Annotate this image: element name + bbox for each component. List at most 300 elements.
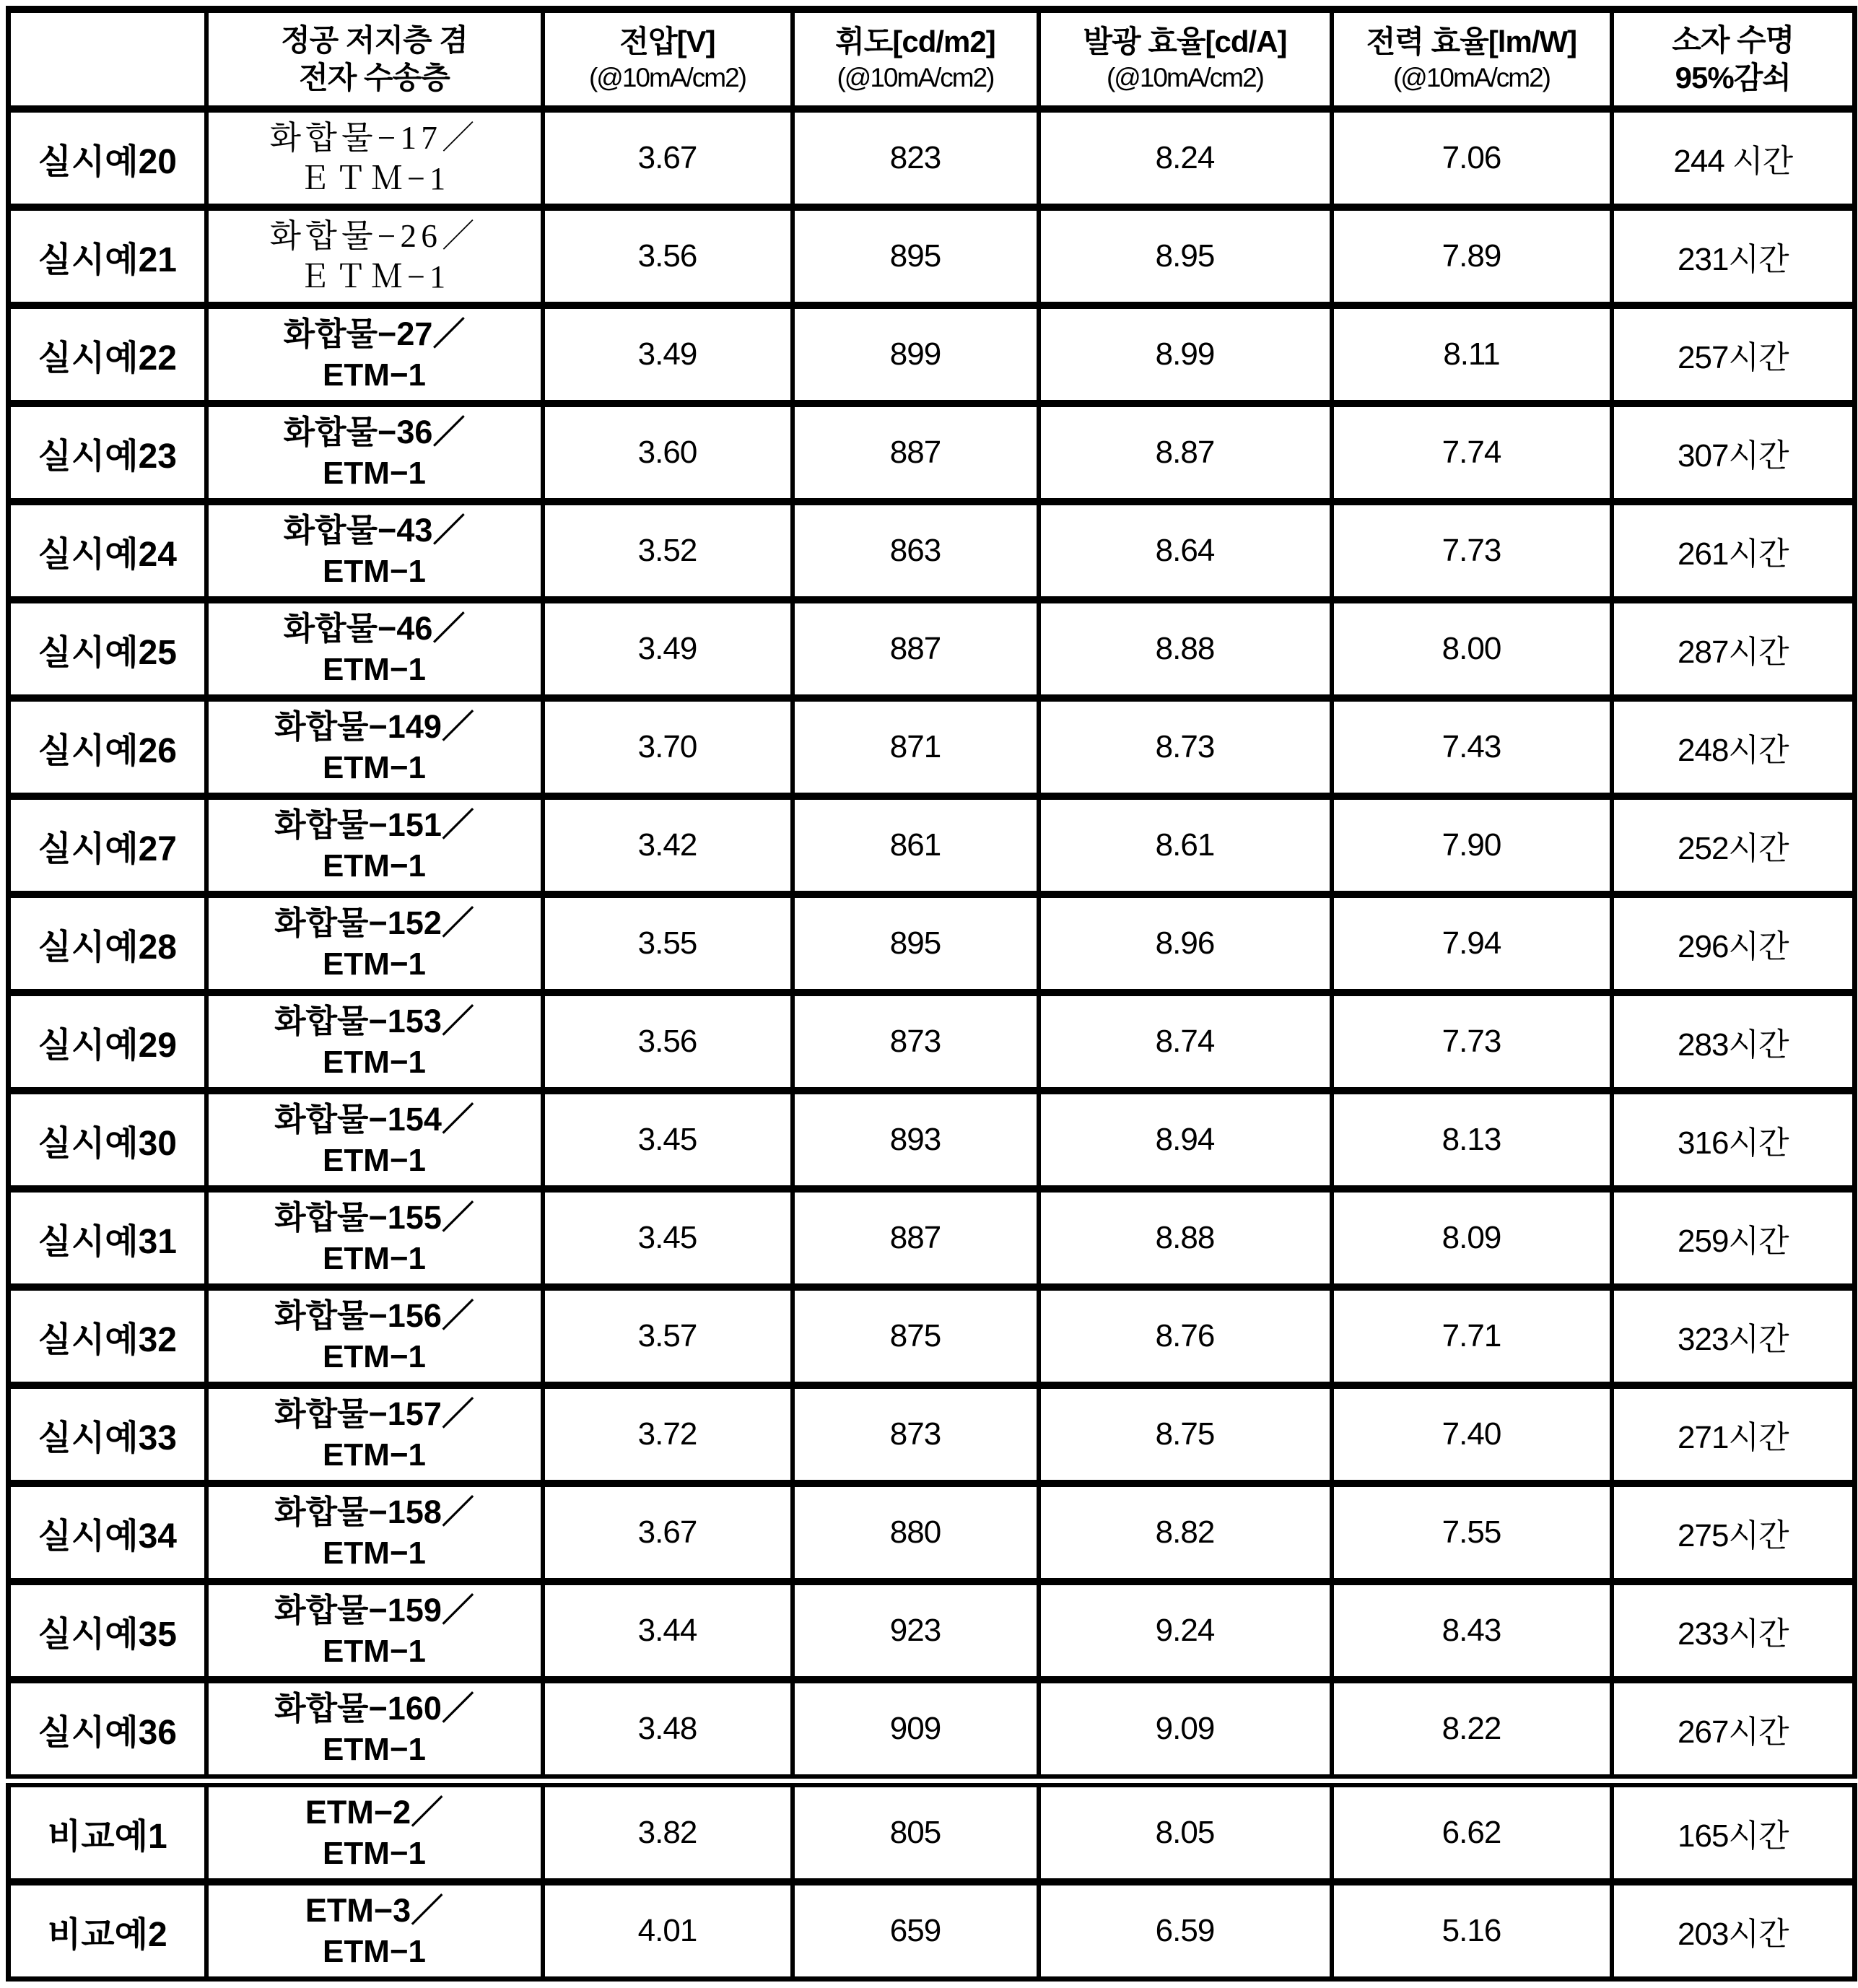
luminous-efficiency-value: 8.88 xyxy=(1155,1220,1215,1255)
power-efficiency-cell xyxy=(1332,1582,1612,1680)
luminance-value: 875 xyxy=(889,1318,941,1353)
row-label: 실시예23 xyxy=(38,437,177,476)
compound-cell xyxy=(206,1781,543,1882)
lifetime-cell xyxy=(1612,1781,1855,1882)
compound-line1: ETM−3／ xyxy=(305,1892,444,1930)
luminous-efficiency-value: 9.24 xyxy=(1155,1613,1215,1648)
lifetime-value: 233시간 xyxy=(1678,1616,1789,1652)
voltage-cell xyxy=(543,698,793,796)
lifetime-value: 259시간 xyxy=(1678,1224,1789,1259)
power-efficiency-cell xyxy=(1332,1882,1612,1979)
compound-line1: 화합물−159／ xyxy=(274,1592,474,1629)
header-voltage-title: 전압[V] xyxy=(619,24,715,58)
row-label-cell xyxy=(9,1189,206,1287)
luminance-value: 895 xyxy=(889,238,941,274)
luminous-efficiency-value: 8.61 xyxy=(1155,827,1215,863)
luminous-efficiency-value: 6.59 xyxy=(1155,1913,1215,1948)
header-hbl-etl-line2: 전자 수송층 xyxy=(299,61,450,95)
power-efficiency-cell xyxy=(1332,600,1612,698)
power-efficiency-cell xyxy=(1332,894,1612,993)
luminance-value: 659 xyxy=(889,1913,941,1948)
voltage-cell xyxy=(543,109,793,207)
voltage-value: 3.45 xyxy=(637,1220,697,1255)
luminance-cell xyxy=(793,698,1039,796)
power-efficiency-cell xyxy=(1332,1781,1612,1882)
compound-line1: 화합물−149／ xyxy=(274,708,474,746)
power-efficiency-cell xyxy=(1332,1385,1612,1483)
compound-line2: ＥＴＭ−1 xyxy=(298,160,450,196)
luminance-value: 899 xyxy=(889,336,941,372)
header-hbl-etl-line1: 정공 저지층 겸 xyxy=(281,22,468,57)
power-efficiency-value: 8.43 xyxy=(1442,1613,1501,1648)
voltage-cell xyxy=(543,1781,793,1882)
power-efficiency-value: 7.40 xyxy=(1442,1416,1501,1452)
compound-cell xyxy=(206,1091,543,1189)
voltage-value: 3.60 xyxy=(637,435,697,470)
luminous-efficiency-value: 8.73 xyxy=(1155,729,1215,764)
power-efficiency-value: 7.43 xyxy=(1442,729,1501,764)
lifetime-value: 261시간 xyxy=(1678,536,1789,572)
compound-line2: ETM−1 xyxy=(322,1142,427,1178)
compound-cell xyxy=(206,109,543,207)
voltage-value: 3.67 xyxy=(637,140,697,175)
compound-cell xyxy=(206,404,543,502)
power-efficiency-value: 7.73 xyxy=(1442,533,1501,568)
voltage-value: 3.57 xyxy=(637,1318,697,1353)
row-label: 실시예24 xyxy=(38,535,177,574)
header-luminance-cell xyxy=(793,9,1039,109)
row-label: 실시예22 xyxy=(38,339,177,378)
power-efficiency-cell xyxy=(1332,207,1612,305)
power-efficiency-cell xyxy=(1332,404,1612,502)
voltage-value: 3.56 xyxy=(637,1024,697,1059)
voltage-value: 3.52 xyxy=(637,533,697,568)
row-label: 비교예2 xyxy=(47,1915,167,1954)
power-efficiency-cell xyxy=(1332,1680,1612,1781)
power-efficiency-value: 7.55 xyxy=(1442,1514,1501,1550)
voltage-cell xyxy=(543,1385,793,1483)
header-luminous-efficiency-condition: (@10mA/cm2) xyxy=(1106,63,1264,93)
lifetime-value: 271시간 xyxy=(1678,1420,1789,1455)
row-label-cell xyxy=(9,404,206,502)
compound-line1: 화합물−27／ xyxy=(283,315,466,353)
table-row xyxy=(9,1582,1855,1680)
table-body xyxy=(9,109,1855,1979)
power-efficiency-cell xyxy=(1332,305,1612,404)
lifetime-cell xyxy=(1612,305,1855,404)
luminance-value: 871 xyxy=(889,729,941,764)
lifetime-cell xyxy=(1612,1882,1855,1979)
luminous-efficiency-cell xyxy=(1039,404,1332,502)
luminous-efficiency-cell xyxy=(1039,796,1332,894)
luminance-cell xyxy=(793,993,1039,1091)
power-efficiency-cell xyxy=(1332,1091,1612,1189)
compound-line2: ETM−1 xyxy=(322,1338,427,1374)
luminance-value: 895 xyxy=(889,925,941,961)
compound-cell xyxy=(206,1483,543,1582)
luminous-efficiency-cell xyxy=(1039,600,1332,698)
table-row xyxy=(9,1287,1855,1385)
power-efficiency-cell xyxy=(1332,1287,1612,1385)
power-efficiency-cell xyxy=(1332,109,1612,207)
lifetime-cell xyxy=(1612,207,1855,305)
luminance-cell xyxy=(793,1680,1039,1781)
voltage-value: 3.72 xyxy=(637,1416,697,1452)
compound-line1: 화합물−152／ xyxy=(274,904,474,942)
voltage-cell xyxy=(543,1582,793,1680)
compound-line2: ETM−1 xyxy=(322,357,427,393)
luminance-cell xyxy=(793,1483,1039,1582)
compound-cell xyxy=(206,1189,543,1287)
voltage-cell xyxy=(543,894,793,993)
header-lifetime-condition: 95%감쇠 xyxy=(1675,61,1791,95)
power-efficiency-value: 7.94 xyxy=(1442,925,1501,961)
compound-cell xyxy=(206,207,543,305)
table-row xyxy=(9,404,1855,502)
table-row xyxy=(9,1781,1855,1882)
luminance-cell xyxy=(793,894,1039,993)
lifetime-value: 275시간 xyxy=(1678,1518,1789,1553)
table-row xyxy=(9,305,1855,404)
luminance-value: 893 xyxy=(889,1122,941,1157)
lifetime-value: 316시간 xyxy=(1678,1125,1789,1161)
power-efficiency-value: 7.90 xyxy=(1442,827,1501,863)
compound-line1: 화합물−151／ xyxy=(274,806,474,844)
lifetime-value: 165시간 xyxy=(1678,1818,1789,1854)
luminous-efficiency-cell xyxy=(1039,993,1332,1091)
table-row xyxy=(9,600,1855,698)
voltage-value: 3.56 xyxy=(637,238,697,274)
compound-line2: ETM−1 xyxy=(322,847,427,884)
luminous-efficiency-cell xyxy=(1039,305,1332,404)
power-efficiency-cell xyxy=(1332,796,1612,894)
voltage-cell xyxy=(543,796,793,894)
luminous-efficiency-value: 8.75 xyxy=(1155,1416,1215,1452)
compound-line1: 화합물−157／ xyxy=(274,1395,474,1433)
compound-line2: ETM−1 xyxy=(322,1044,427,1080)
luminous-efficiency-value: 8.64 xyxy=(1155,533,1215,568)
luminous-efficiency-cell xyxy=(1039,1483,1332,1582)
voltage-value: 3.70 xyxy=(637,729,697,764)
luminous-efficiency-value: 8.99 xyxy=(1155,336,1215,372)
lifetime-cell xyxy=(1612,1483,1855,1582)
power-efficiency-value: 7.71 xyxy=(1442,1318,1501,1353)
lifetime-cell xyxy=(1612,1385,1855,1483)
luminous-efficiency-value: 8.95 xyxy=(1155,238,1215,274)
luminance-value: 861 xyxy=(889,827,941,863)
luminance-cell xyxy=(793,207,1039,305)
luminance-value: 887 xyxy=(889,435,941,470)
compound-line2: ETM−1 xyxy=(322,651,427,687)
power-efficiency-value: 7.06 xyxy=(1442,140,1501,175)
compound-line2: ETM−1 xyxy=(322,455,427,491)
row-label: 실시예35 xyxy=(38,1615,177,1654)
lifetime-cell xyxy=(1612,1189,1855,1287)
compound-line2: ETM−1 xyxy=(322,1633,427,1669)
power-efficiency-cell xyxy=(1332,1483,1612,1582)
row-label: 실시예30 xyxy=(38,1124,177,1163)
luminous-efficiency-value: 8.74 xyxy=(1155,1024,1215,1059)
voltage-value: 3.82 xyxy=(637,1815,697,1850)
header-voltage-condition: (@10mA/cm2) xyxy=(588,63,746,93)
compound-cell xyxy=(206,1882,543,1979)
compound-line1: ETM−2／ xyxy=(305,1794,444,1831)
luminance-value: 909 xyxy=(889,1711,941,1746)
power-efficiency-value: 8.09 xyxy=(1442,1220,1501,1255)
voltage-value: 3.44 xyxy=(637,1613,697,1648)
power-efficiency-value: 7.74 xyxy=(1442,435,1501,470)
compound-line2: ＥＴＭ−1 xyxy=(298,258,450,295)
lifetime-value: 244 시간 xyxy=(1673,144,1793,179)
luminance-cell xyxy=(793,1781,1039,1882)
voltage-cell xyxy=(543,600,793,698)
compound-line1: 화합물−153／ xyxy=(274,1003,474,1040)
luminance-cell xyxy=(793,404,1039,502)
lifetime-value: 203시간 xyxy=(1678,1917,1789,1952)
compound-line1: 화합물−156／ xyxy=(274,1297,474,1335)
lifetime-cell xyxy=(1612,993,1855,1091)
table-row xyxy=(9,1483,1855,1582)
luminance-cell xyxy=(793,1091,1039,1189)
compound-line1: 화합물−17／ xyxy=(269,120,479,157)
compound-line2: ETM−1 xyxy=(322,749,427,785)
voltage-cell xyxy=(543,404,793,502)
compound-line2: ETM−1 xyxy=(322,1436,427,1473)
compound-line2: ETM−1 xyxy=(322,946,427,982)
power-efficiency-cell xyxy=(1332,502,1612,600)
lifetime-value: 267시간 xyxy=(1678,1714,1789,1750)
luminance-cell xyxy=(793,600,1039,698)
compound-line1: 화합물−154／ xyxy=(274,1101,474,1138)
luminous-efficiency-cell xyxy=(1039,207,1332,305)
table-row xyxy=(9,698,1855,796)
luminous-efficiency-value: 8.87 xyxy=(1155,435,1215,470)
table-row xyxy=(9,1882,1855,1979)
luminance-cell xyxy=(793,1582,1039,1680)
voltage-value: 3.67 xyxy=(637,1514,697,1550)
luminous-efficiency-value: 8.82 xyxy=(1155,1514,1215,1550)
lifetime-value: 231시간 xyxy=(1678,242,1789,277)
header-power-efficiency-title: 전력 효율[lm/W] xyxy=(1366,24,1577,58)
row-label: 실시예36 xyxy=(38,1713,177,1752)
luminous-efficiency-cell xyxy=(1039,502,1332,600)
power-efficiency-value: 8.22 xyxy=(1442,1711,1501,1746)
voltage-cell xyxy=(543,1287,793,1385)
luminous-efficiency-cell xyxy=(1039,1582,1332,1680)
row-label-cell xyxy=(9,1385,206,1483)
luminance-value: 863 xyxy=(889,533,941,568)
table-row xyxy=(9,796,1855,894)
table-row xyxy=(9,1680,1855,1781)
luminous-efficiency-cell xyxy=(1039,1781,1332,1882)
compound-line2: ETM−1 xyxy=(322,1933,427,1969)
luminance-value: 923 xyxy=(889,1613,941,1648)
header-power-efficiency-cell xyxy=(1332,9,1612,109)
lifetime-cell xyxy=(1612,1680,1855,1781)
luminous-efficiency-cell xyxy=(1039,1680,1332,1781)
luminous-efficiency-value: 8.88 xyxy=(1155,631,1215,666)
power-efficiency-value: 8.00 xyxy=(1442,631,1501,666)
power-efficiency-cell xyxy=(1332,698,1612,796)
compound-line1: 화합물−26／ xyxy=(269,218,479,255)
voltage-cell xyxy=(543,1189,793,1287)
voltage-cell xyxy=(543,305,793,404)
compound-line1: 화합물−43／ xyxy=(283,512,466,549)
row-label-cell xyxy=(9,1091,206,1189)
row-label: 실시예28 xyxy=(38,928,177,967)
luminous-efficiency-cell xyxy=(1039,894,1332,993)
power-efficiency-value: 7.73 xyxy=(1442,1024,1501,1059)
lifetime-value: 248시간 xyxy=(1678,733,1789,768)
luminous-efficiency-cell xyxy=(1039,698,1332,796)
table-row xyxy=(9,894,1855,993)
voltage-value: 3.55 xyxy=(637,925,697,961)
lifetime-value: 307시간 xyxy=(1678,438,1789,474)
device-performance-table xyxy=(6,6,1857,1982)
row-label-cell xyxy=(9,1582,206,1680)
luminance-cell xyxy=(793,1385,1039,1483)
compound-line1: 화합물−36／ xyxy=(283,414,466,451)
voltage-cell xyxy=(543,1091,793,1189)
voltage-value: 3.49 xyxy=(637,336,697,372)
row-label: 비교예1 xyxy=(47,1817,167,1856)
luminous-efficiency-value: 8.24 xyxy=(1155,140,1215,175)
compound-cell xyxy=(206,1582,543,1680)
row-label: 실시예27 xyxy=(38,829,177,868)
luminous-efficiency-value: 9.09 xyxy=(1155,1711,1215,1746)
compound-line2: ETM−1 xyxy=(322,1535,427,1571)
luminance-cell xyxy=(793,1882,1039,1979)
header-empty-cell xyxy=(9,9,206,109)
header-luminous-efficiency-title: 발광 효율[cd/A] xyxy=(1083,24,1287,58)
compound-line1: 화합물−160／ xyxy=(274,1690,474,1727)
luminous-efficiency-cell xyxy=(1039,1882,1332,1979)
compound-line1: 화합물−158／ xyxy=(274,1494,474,1531)
luminance-value: 873 xyxy=(889,1416,941,1452)
compound-cell xyxy=(206,1287,543,1385)
lifetime-cell xyxy=(1612,502,1855,600)
voltage-cell xyxy=(543,1483,793,1582)
header-luminance-condition: (@10mA/cm2) xyxy=(837,63,994,93)
row-label-cell xyxy=(9,796,206,894)
lifetime-value: 252시간 xyxy=(1678,831,1789,866)
row-label-cell xyxy=(9,1483,206,1582)
lifetime-cell xyxy=(1612,796,1855,894)
table-row xyxy=(9,207,1855,305)
power-efficiency-value: 8.11 xyxy=(1443,336,1500,372)
compound-line2: ETM−1 xyxy=(322,553,427,589)
luminance-cell xyxy=(793,1287,1039,1385)
power-efficiency-value: 6.62 xyxy=(1442,1815,1501,1850)
row-label-cell xyxy=(9,600,206,698)
compound-cell xyxy=(206,1385,543,1483)
row-label-cell xyxy=(9,207,206,305)
table-row xyxy=(9,502,1855,600)
voltage-cell xyxy=(543,1882,793,1979)
lifetime-value: 296시간 xyxy=(1678,929,1789,964)
compound-line2: ETM−1 xyxy=(322,1731,427,1767)
table-row xyxy=(9,109,1855,207)
lifetime-cell xyxy=(1612,1287,1855,1385)
header-lifetime-title: 소자 수명 xyxy=(1672,22,1794,57)
table-row xyxy=(9,1385,1855,1483)
row-label-cell xyxy=(9,698,206,796)
compound-line1: 화합물−46／ xyxy=(283,610,466,648)
power-efficiency-cell xyxy=(1332,1189,1612,1287)
compound-cell xyxy=(206,993,543,1091)
table-row xyxy=(9,993,1855,1091)
luminance-value: 887 xyxy=(889,631,941,666)
row-label: 실시예34 xyxy=(38,1517,177,1556)
power-efficiency-cell xyxy=(1332,993,1612,1091)
header-lifetime-cell xyxy=(1612,9,1855,109)
lifetime-value: 257시간 xyxy=(1678,340,1789,375)
lifetime-cell xyxy=(1612,1582,1855,1680)
table-row xyxy=(9,1189,1855,1287)
compound-line1: 화합물−155／ xyxy=(274,1199,474,1237)
row-label-cell xyxy=(9,993,206,1091)
compound-cell xyxy=(206,600,543,698)
compound-cell xyxy=(206,1680,543,1781)
voltage-value: 3.42 xyxy=(637,827,697,863)
luminous-efficiency-cell xyxy=(1039,1091,1332,1189)
header-luminance-title: 휘도[cd/m2] xyxy=(835,24,995,58)
lifetime-value: 323시간 xyxy=(1678,1322,1789,1357)
row-label-cell xyxy=(9,305,206,404)
lifetime-cell xyxy=(1612,1091,1855,1189)
row-label: 실시예20 xyxy=(38,142,177,181)
luminance-cell xyxy=(793,502,1039,600)
compound-cell xyxy=(206,305,543,404)
power-efficiency-value: 7.89 xyxy=(1442,238,1501,274)
luminous-efficiency-cell xyxy=(1039,1287,1332,1385)
row-label-cell xyxy=(9,502,206,600)
luminous-efficiency-value: 8.96 xyxy=(1155,925,1215,961)
luminance-value: 880 xyxy=(889,1514,941,1550)
luminance-value: 873 xyxy=(889,1024,941,1059)
voltage-value: 3.48 xyxy=(637,1711,697,1746)
luminous-efficiency-value: 8.94 xyxy=(1155,1122,1215,1157)
luminous-efficiency-cell xyxy=(1039,1385,1332,1483)
luminous-efficiency-cell xyxy=(1039,109,1332,207)
header-hbl-etl-cell xyxy=(206,9,543,109)
compound-cell xyxy=(206,698,543,796)
compound-line2: ETM−1 xyxy=(322,1835,427,1871)
voltage-cell xyxy=(543,502,793,600)
header-power-efficiency-condition: (@10mA/cm2) xyxy=(1392,63,1550,93)
header-row xyxy=(9,9,1855,109)
lifetime-cell xyxy=(1612,698,1855,796)
luminance-cell xyxy=(793,1189,1039,1287)
row-label-cell xyxy=(9,1781,206,1882)
luminous-efficiency-value: 8.76 xyxy=(1155,1318,1215,1353)
voltage-value: 3.45 xyxy=(637,1122,697,1157)
compound-cell xyxy=(206,894,543,993)
luminance-value: 805 xyxy=(889,1815,941,1850)
row-label-cell xyxy=(9,1680,206,1781)
lifetime-cell xyxy=(1612,894,1855,993)
row-label-cell xyxy=(9,109,206,207)
header-luminous-efficiency-cell xyxy=(1039,9,1332,109)
power-efficiency-value: 5.16 xyxy=(1442,1913,1501,1948)
row-label: 실시예31 xyxy=(38,1222,177,1261)
row-label: 실시예26 xyxy=(38,731,177,770)
header-voltage-cell xyxy=(543,9,793,109)
voltage-cell xyxy=(543,207,793,305)
table-row xyxy=(9,1091,1855,1189)
lifetime-cell xyxy=(1612,404,1855,502)
lifetime-value: 283시간 xyxy=(1678,1027,1789,1063)
